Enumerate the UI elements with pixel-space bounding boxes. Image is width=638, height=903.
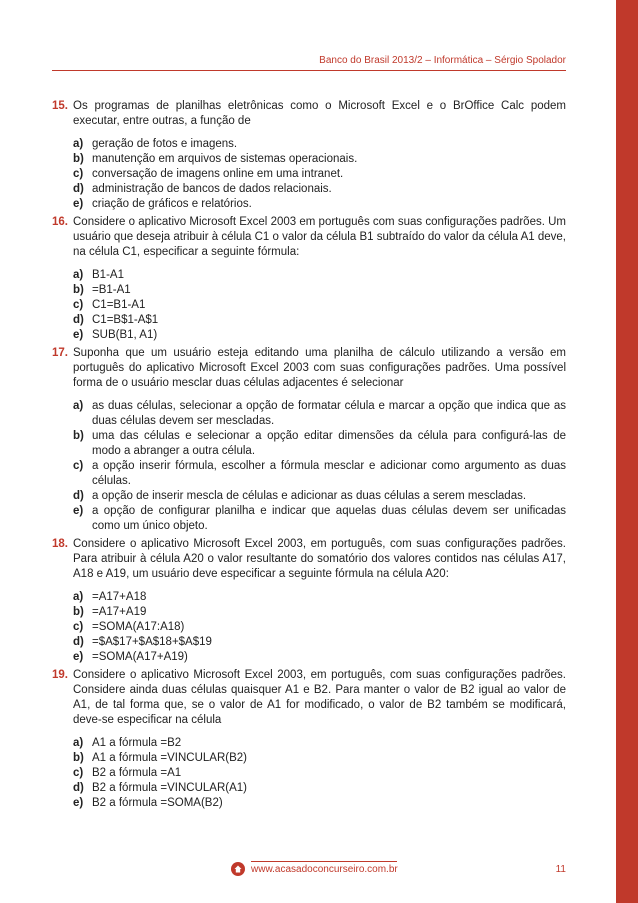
option-letter: a) [73, 138, 84, 150]
answer-option [73, 766, 566, 781]
answer-option [73, 796, 566, 811]
option-letter: d) [73, 314, 84, 326]
option-text: administração de bancos de dados relacionais. [92, 183, 332, 195]
option-letter: e) [73, 505, 84, 517]
option-letter: d) [73, 490, 84, 502]
option-text: criação de gráficos e relatórios. [92, 198, 252, 210]
answer-option [73, 298, 566, 313]
option-text: a opção de configurar planilha e indicar que aquelas duas células devem ser unificadas como um único objeto. [92, 505, 566, 532]
answer-option [73, 283, 566, 298]
option-letter: b) [73, 752, 84, 764]
answer-option [73, 152, 566, 167]
question-number: 18. [52, 538, 68, 550]
option-text: a opção inserir fórmula, escolher a fórmula mesclar e adicionar como argumento as duas células. [92, 460, 566, 487]
option-text: =SOMA(A17:A18) [92, 621, 185, 633]
side-accent-bar [616, 0, 638, 903]
answer-option [73, 781, 566, 796]
answer-option [73, 620, 566, 635]
option-letter: e) [73, 797, 84, 809]
page-number: 11 [555, 864, 566, 875]
option-text: B2 a fórmula =VINCULAR(A1) [92, 782, 247, 794]
answer-option [73, 399, 566, 429]
answer-option [73, 736, 566, 751]
options-list [73, 137, 566, 212]
answer-option [73, 650, 566, 665]
option-text: =B1-A1 [92, 284, 131, 296]
option-text: C1=B$1-A$1 [92, 314, 159, 326]
answer-option [73, 635, 566, 650]
answer-option [73, 268, 566, 283]
answer-option [73, 137, 566, 152]
answer-option [73, 590, 566, 605]
answer-option [73, 504, 566, 534]
option-text: C1=B1-A1 [92, 299, 146, 311]
question-stem: Considere o aplicativo Microsoft Excel 2003, em português, com suas configurações padrões. Considere ainda duas células quaisquer A1 e B2. Para manter o valor de B2 igual ao valor de A1, de tal forma que, se o valor de A1 for modificado, o valor de B2 também se modificará, deve-se especificar na célula [73, 669, 566, 726]
option-letter: d) [73, 183, 84, 195]
answer-option [73, 605, 566, 620]
option-letter: b) [73, 606, 84, 618]
question-block [52, 537, 566, 665]
option-text: manutenção em arquivos de sistemas operacionais. [92, 153, 358, 165]
options-list [73, 590, 566, 665]
question-block [52, 99, 566, 212]
option-text: =A17+A19 [92, 606, 147, 618]
options-list [73, 736, 566, 811]
option-letter: c) [73, 299, 84, 311]
answer-option [73, 313, 566, 328]
question-stem: Considere o aplicativo Microsoft Excel 2003 em português com suas configurações padrões. Um usuário que deseja atribuir à célula C1 o valor da célula B1 subtraído do valor da célula A1 deve, na célula C1, especificar a seguinte fórmula: [73, 216, 566, 258]
answer-option [73, 328, 566, 343]
option-letter: d) [73, 636, 84, 648]
answer-option [73, 167, 566, 182]
option-text: =SOMA(A17+A19) [92, 651, 188, 663]
footer-url-link[interactable]: www.acasadoconcurseiro.com.br [251, 864, 398, 875]
answer-option [73, 197, 566, 212]
option-letter: a) [73, 737, 84, 749]
answer-option [73, 429, 566, 459]
option-text: A1 a fórmula =VINCULAR(B2) [92, 752, 247, 764]
option-letter: c) [73, 767, 84, 779]
answer-option [73, 182, 566, 197]
options-list [73, 268, 566, 343]
question-number: 15. [52, 100, 68, 112]
question-block [52, 346, 566, 534]
footer-rule [251, 861, 397, 862]
option-text: a opção de inserir mescla de células e adicionar as duas células a serem mescladas. [92, 490, 527, 502]
question-block [52, 215, 566, 343]
header-rule [52, 70, 566, 71]
questions-list [52, 99, 566, 814]
option-letter: a) [73, 400, 84, 412]
option-text: as duas células, selecionar a opção de formatar célula e marcar a opção que indica que as duas células devem ser mescladas. [92, 400, 566, 427]
option-letter: e) [73, 198, 84, 210]
option-letter: d) [73, 782, 84, 794]
option-letter: b) [73, 284, 84, 296]
option-text: conversação de imagens online em uma intranet. [92, 168, 344, 180]
question-number: 16. [52, 216, 68, 228]
option-text: A1 a fórmula =B2 [92, 737, 182, 749]
question-stem: Considere o aplicativo Microsoft Excel 2003, em português, com suas configurações padrões. Para atribuir à célula A20 o valor resultante do somatório dos valores contidos nas células A17, A18 e A19, um usuário deve especificar a seguinte fórmula na célula A20: [73, 538, 566, 580]
option-text: SUB(B1, A1) [92, 329, 158, 341]
question-number: 17. [52, 347, 68, 359]
answer-option [73, 489, 566, 504]
option-text: =A17+A18 [92, 591, 147, 603]
option-text: B2 a fórmula =SOMA(B2) [92, 797, 223, 809]
question-stem: Os programas de planilhas eletrônicas como o Microsoft Excel e o BrOffice Calc podem executar, entre outras, a função de [73, 100, 566, 127]
question-block [52, 668, 566, 811]
answer-option [73, 751, 566, 766]
answer-option [73, 459, 566, 489]
page-header-title: Banco do Brasil 2013/2 – Informática – Sérgio Spolador [319, 55, 566, 66]
option-text: uma das células e selecionar a opção editar dimensões da célula para configurá-las de modo a abranger a outra célula. [92, 430, 566, 457]
option-text: geração de fotos e imagens. [92, 138, 238, 150]
option-letter: e) [73, 329, 84, 341]
options-list [73, 399, 566, 534]
option-letter: a) [73, 591, 84, 603]
option-letter: a) [73, 269, 84, 281]
option-letter: c) [73, 621, 84, 633]
option-text: B2 a fórmula =A1 [92, 767, 182, 779]
question-stem: Suponha que um usuário esteja editando uma planilha de cálculo utilizando a versão em português do aplicativo Microsoft Excel 2003 com suas configurações padrões. Uma possível forma de o usuário mesclar duas células adjacentes é selecionar [73, 347, 566, 389]
option-text: =$A$17+$A$18+$A$19 [92, 636, 212, 648]
question-number: 19. [52, 669, 68, 681]
option-letter: b) [73, 153, 84, 165]
option-letter: c) [73, 168, 84, 180]
option-letter: e) [73, 651, 84, 663]
option-letter: b) [73, 430, 84, 442]
option-text: B1-A1 [92, 269, 124, 281]
option-letter: c) [73, 460, 84, 472]
casa-logo-icon [231, 862, 245, 876]
